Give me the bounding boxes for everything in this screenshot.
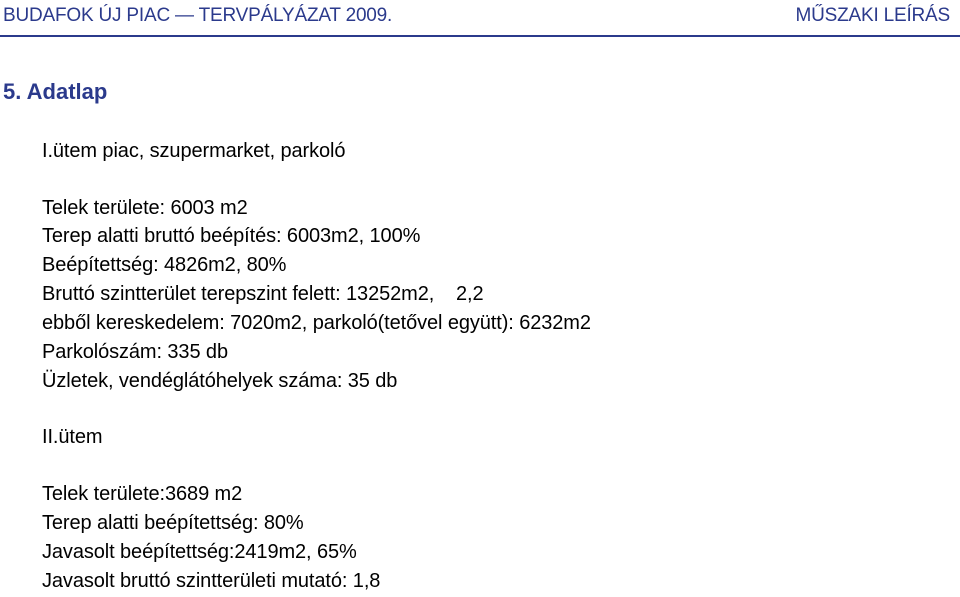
phase2-heading: II.ütem [42, 426, 103, 448]
section-title: 5. Adatlap [3, 79, 108, 104]
phase1-commerce-parking: ebből kereskedelem: 7020m2, parkoló(tetővel együtt): 6232m2 [42, 312, 591, 334]
phase2-floor-area-ratio: Javasolt bruttó szintterületi mutató: 1,8 [42, 570, 381, 592]
phase1-gross-floor-area: Bruttó szintterület terepszint felett: 13252m2, 2,2 [42, 283, 484, 305]
phase1-heading: I.ütem piac, szupermarket, parkoló [42, 140, 346, 162]
header-divider [0, 35, 960, 37]
phase1-shop-count: Üzletek, vendéglátóhelyek száma: 35 db [42, 370, 398, 392]
header-document-type: MŰSZAKI LEÍRÁS [795, 5, 950, 26]
page-header [0, 0, 960, 38]
header-project-title: BUDAFOK ÚJ PIAC — TERVPÁLYÁZAT 2009. [3, 5, 393, 26]
phase1-underground-coverage: Terep alatti bruttó beépítés: 6003m2, 100% [42, 225, 421, 247]
phase1-coverage: Beépítettség: 4826m2, 80% [42, 254, 287, 276]
phase1-parking-count: Parkolószám: 335 db [42, 341, 228, 363]
phase1-plot-area: Telek területe: 6003 m2 [42, 197, 248, 219]
phase2-underground-coverage: Terep alatti beépítettség: 80% [42, 512, 304, 534]
phase2-proposed-coverage: Javasolt beépítettség:2419m2, 65% [42, 541, 357, 563]
phase2-plot-area: Telek területe:3689 m2 [42, 483, 243, 505]
